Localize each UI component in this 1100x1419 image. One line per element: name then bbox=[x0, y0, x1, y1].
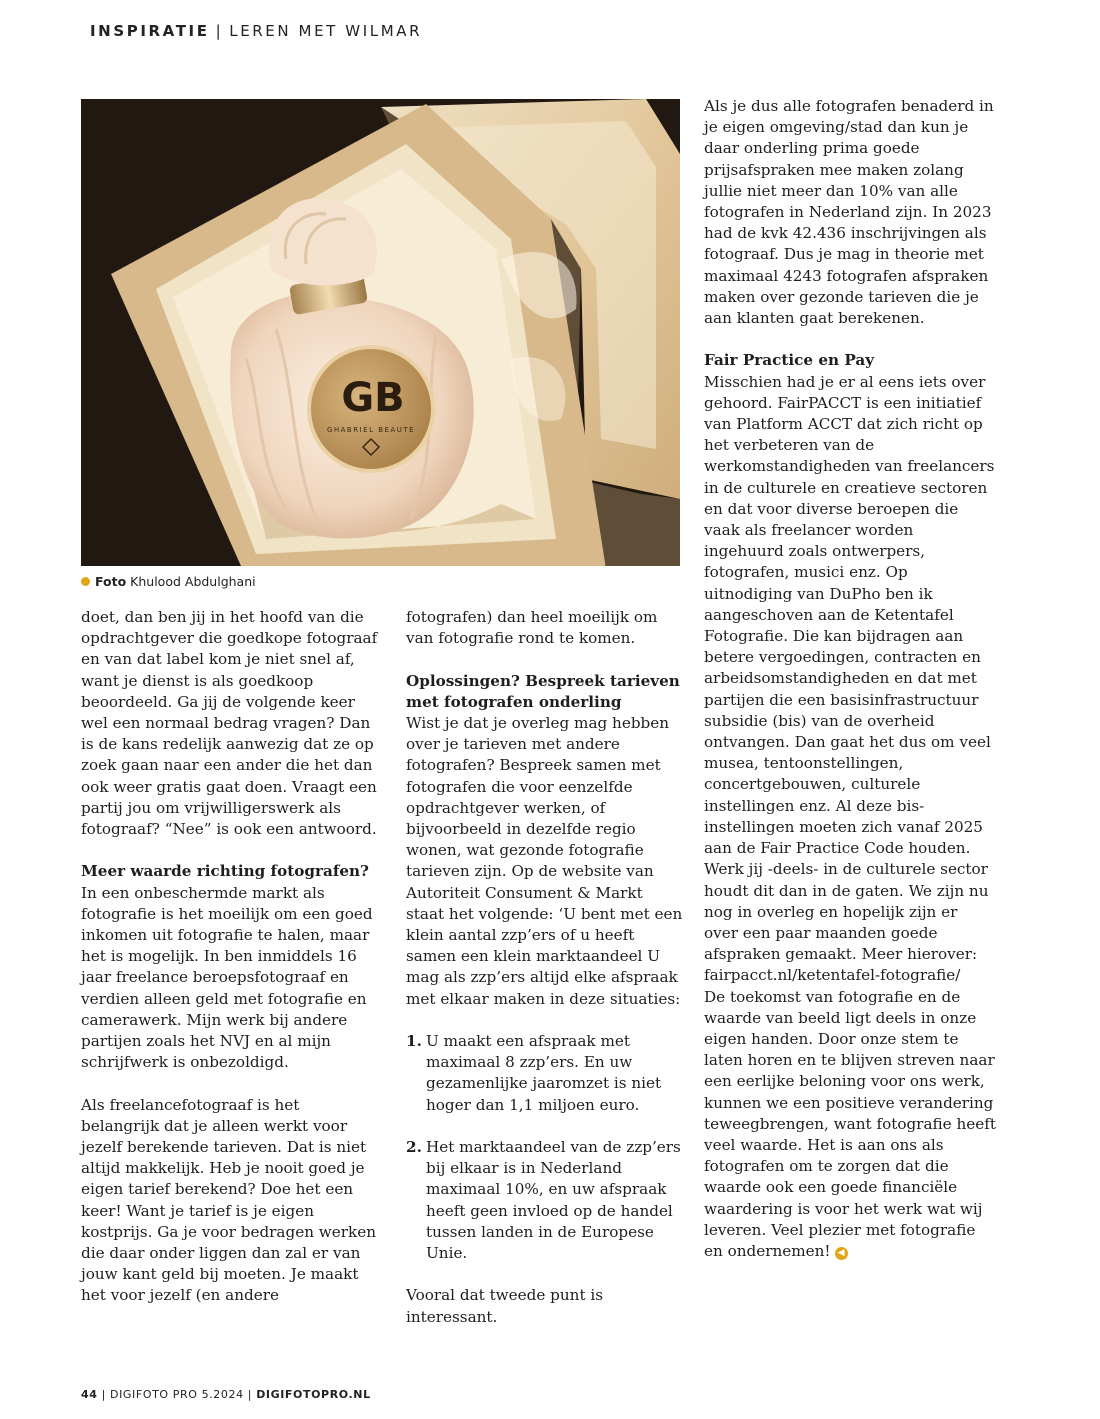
magazine-issue: DIGIFOTO PRO 5.2024 bbox=[110, 1388, 244, 1401]
bottle-logo: GB bbox=[341, 375, 405, 421]
paragraph: Wist je dat je overleg mag hebben over je tarieven met andere fotografen? Bespreek samen met fotografen die voor eenzelfde opdrachtgever werken, of bijvoorbeeld in dezelfde regio wonen, wat gezonde fotografie tarieven zijn. Op de website van Autoriteit Consument & Markt staat het volgende: ‘U bent met een klein aantal zzp’ers of u heeft samen een klein marktaandeel U mag als zzp’ers altijd elke afspraak met elkaar maken in deze situaties: bbox=[406, 714, 683, 1008]
subsection-title: LEREN MET WILMAR bbox=[229, 22, 423, 40]
paragraph: Vooral dat tweede punt is interessant. bbox=[406, 1286, 604, 1326]
page-number: 44 bbox=[81, 1388, 98, 1401]
caption-bullet-icon bbox=[81, 577, 90, 586]
subheading: Oplossingen? Bespreek tarieven met fotografen onderling bbox=[406, 671, 680, 711]
list-number: 2. bbox=[406, 1138, 422, 1157]
article-column-1 bbox=[81, 607, 381, 1328]
photo-caption bbox=[81, 574, 256, 589]
list-item bbox=[406, 1031, 684, 1116]
section-header bbox=[90, 22, 422, 40]
list-number: 1. bbox=[406, 1032, 422, 1051]
perfume-illustration bbox=[81, 99, 680, 566]
page-footer: 44 | DIGIFOTO PRO 5.2024 | DIGIFOTOPRO.NL bbox=[81, 1388, 371, 1401]
article-column-3 bbox=[704, 96, 996, 1262]
list-text: Het marktaandeel van de zzp’ers bij elkaar is in Nederland maximaal 10%, en uw afspraak heeft geen invloed op de handel tussen landen in de Europese Unie. bbox=[426, 1138, 681, 1263]
caption-credit: Khulood Abdulghani bbox=[130, 574, 256, 589]
paragraph: In een onbeschermde markt als fotografie is het moeilijk om een goed inkomen uit fotografie te halen, maar het is mogelijk. In ben inmiddels 16 jaar freelance beroepsfotograaf en verdien alleen geld met fotografie en camerawerk. Mijn werk bij andere partijen zoals het NVJ en al mijn schrijfwerk is onbezoldigd. bbox=[81, 883, 373, 1072]
section-title: INSPIRATIE bbox=[90, 22, 210, 40]
list-text: U maakt een afspraak met maximaal 8 zzp’ers. En uw gezamenlijke jaaromzet is niet hoger dan 1,1 miljoen euro. bbox=[426, 1032, 662, 1114]
caption-prefix: Foto bbox=[95, 574, 127, 589]
closing-paragraph bbox=[704, 987, 996, 1263]
website: DIGIFOTOPRO.NL bbox=[256, 1388, 371, 1401]
perfume-photo bbox=[81, 99, 680, 566]
paragraph: Als freelancefotograaf is het belangrijk dat je alleen werkt voor jezelf berekende tarieven. Dat is niet altijd makkelijk. Heb je nooit goed je eigen tarief berekend? Doe het een keer! Want je tarief is je eigen kostprijs. Ga je voor bedragen werken die daar onder liggen dan zal er van jouw kant geld bij moeten. Je maakt het voor jezelf (en andere bbox=[81, 1095, 377, 1305]
list-item bbox=[406, 1137, 684, 1264]
subheading: Meer waarde richting fotografen? bbox=[81, 862, 369, 881]
paragraph: doet, dan ben jij in het hoofd van die opdrachtgever die goedkope fotograaf en van dat label kom je niet snel af, want je dienst is als goedkoop beoordeeld. Ga jij de volgende keer wel een normaal bedrag vragen? Dan is de kans redelijk aanwezig dat ze op zoek gaan naar een ander die het dan ook weer gratis gaat doen. Vraagt een partij jou om vrijwilligerswerk als fotograaf? “Nee” is ook een antwoord. bbox=[81, 608, 378, 839]
paragraph: Misschien had je er al eens iets over gehoord. FairPACCT is een initiatief van Platform ACCT dat zich richt op het verbeteren van de werkomstandigheden van freelancers in de culturele en creatieve sectoren en dat voor diverse beroepen die vaak als freelancer worden ingehuurd zoals ontwerpers, fotografen, musici enz. Op uitnodiging van DuPho ben ik aangeschoven aan de Ketentafel Fotografie. Die kan bijdragen aan betere vergoedingen, contracten en arbeidsomstandigheden en dat met partijen die een basisinfrastructuur subsidie (bis) van de overheid ontvangen. Dan gaat het dus om veel musea, tentoonstellingen, concertgebouwen, culturele instellingen enz. Al deze bis-instellingen moeten zich vanaf 2025 aan de Fair Practice Code houden. Werk jij -deels- in de culturele sector houdt dit dan in de gaten. We zijn nu nog in overleg en hopelijk zijn er over een paar maanden goede afspraken gemaakt. Meer hierover: fairpacct.nl/ketentafel-fotografie/ bbox=[704, 372, 995, 985]
paragraph: fotografen) dan heel moeilijk om van fotografie rond te komen. bbox=[406, 608, 658, 648]
paragraph: Als je dus alle fotografen benaderd in je eigen omgeving/stad dan kun je daar onderling prima goede prijsafspraken mee maken zolang jullie niet meer dan 10% van alle fotografen in Nederland zijn. In 2023 had de kvk 42.436 inschrijvingen als fotograaf. Dus je mag in theorie met maximaal 4243 fotografen afspraken maken over gezonde tarieven die je aan klanten gaat berekenen. bbox=[704, 97, 994, 328]
end-mark-icon: ◀ bbox=[835, 1247, 848, 1260]
bottle-label-text: GHABRIEL BEAUTE bbox=[326, 426, 416, 434]
article-column-2 bbox=[406, 607, 684, 1349]
header-separator: | bbox=[215, 22, 224, 40]
subheading: Fair Practice en Pay bbox=[704, 351, 875, 370]
closing-text: De toekomst van fotografie en de waarde van beeld ligt deels in onze eigen handen. Door onze stem te laten horen en te blijven streven naar een eerlijke beloning voor ons werk, kunnen we een positieve verandering teweegbrengen, want fotografie heeft veel waarde. Het is aan ons als fotografen om te zorgen dat die waarde ook een goede financiële waardering is voor het werk wat wij leveren. Veel plezier met fotografie en ondernemen! bbox=[704, 987, 996, 1260]
numbered-list bbox=[406, 1031, 684, 1264]
